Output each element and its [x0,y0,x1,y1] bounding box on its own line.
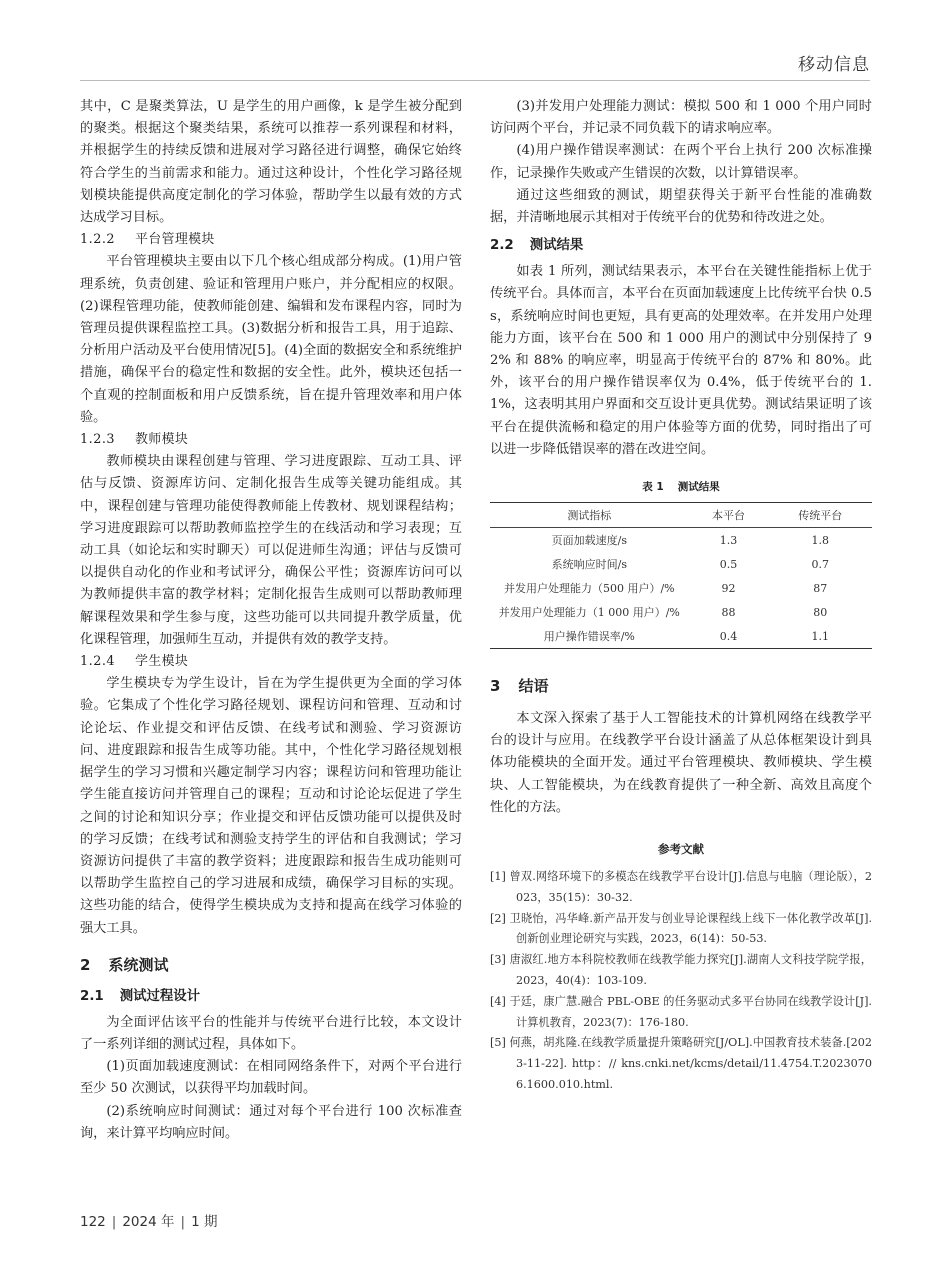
table-row [490,600,872,624]
table-cell: 并发用户处理能力（1 000 用户）/% [498,606,680,620]
paragraph-platform-management: 平台管理模块主要由以下几个核心组成部分构成。(1)用户管理系统，负责创建、验证和管理用户账户，并分配相应的权限。(2)课程管理功能，使教师能创建、编辑和发布课程内容，同时为管理员提供课程监控工具。(3)数据分析和报告工具，用于追踪、分析用户活动及平台使用情况[5]。(4)全面的数据安全和系统维护措施，确保平台的稳定性和数据的安全性。此外，模块还包括一个直观的控制面板和用户反馈系统，旨在提升管理效率和用户体验。 [80,254,462,425]
journal-name: 移动信息 [798,55,870,75]
heading-number: 2.1 [80,988,104,1004]
heading-number: 1.2.2 [80,232,116,248]
footer-separator: | [111,1214,117,1230]
right-column [490,96,872,1096]
table-cell: 用户操作错误率/% [543,630,635,644]
footer-year: 2024 年 [122,1214,175,1230]
table-cell: 并发用户处理能力（500 用户）/% [503,582,675,596]
page-number: 122 [80,1214,106,1230]
heading-title: 系统测试 [108,955,169,974]
paragraph-test-4: (4)用户操作错误率测试：在两个平台上执行 200 次标准操作，记录操作失败或产生错误的次数，以计算错误率。 [490,143,872,181]
table-row [490,552,872,576]
paragraph-test-design: 为全面评估该平台的性能并与传统平台进行比较，本文设计了一系列详细的测试过程，具体如下。 [80,1014,462,1052]
table-header-cell: 本平台 [712,509,746,523]
header-rule [80,80,870,81]
paragraph-test-summary: 通过这些细致的测试，期望获得关于新平台性能的准确数据，并清晰地展示其相对于传统平台的优势和待改进之处。 [490,187,872,226]
heading-title: 平台管理模块 [135,232,215,248]
heading-number: 1.2.3 [80,432,116,448]
table-cell: 0.5 [719,557,738,571]
reference-item: [1] 曾双.网络环境下的多模态在线教学平台设计[J].信息与电脑（理论版），2023，35(15)：30-32. [490,870,872,904]
heading-number: 2.2 [490,238,514,254]
table-row [490,624,872,649]
table-title: 测试结果 [677,481,720,494]
results-table-block [490,479,872,649]
references-title: 参考文献 [658,842,704,857]
footer-separator: | [180,1214,186,1230]
reference-item: [4] 于廷，康广慧.融合 PBL-OBE 的任务驱动式多平台协同在线教学设计[J].计算机教育，2023(7)：176-180. [490,994,872,1029]
table-header-row [490,503,872,528]
reference-item: [2] 卫晓怡，冯华峰.新产品开发与创业导论课程线上线下一体化教学改革[J].创新创业理论研究与实践，2023，6(14)：50-53. [490,911,872,946]
reference-item: [3] 唐淑红.地方本科院校教师在线教学能力探究[J].湖南人文科技学院学报，2023，40(4)：103-109. [490,953,872,988]
heading-title: 学生模块 [135,654,189,670]
paragraph-test-1: (1)页面加载速度测试：在相同网络条件下，对两个平台进行至少 50 次测试，以获得平均加载时间。 [80,1059,462,1097]
results-table [490,502,872,649]
left-column [80,96,462,1145]
table-header-cell: 测试指标 [567,509,612,523]
paragraph-teacher-module: 教师模块由课程创建与管理、学习进度跟踪、互动工具、评估与反馈、资源库访问、定制化报告生成等关键功能组成。其中，课程创建与管理功能使得教师能上传教材、规划课程结构；学习进度跟踪可以帮助教师监控学生的在线活动和学习表现；互动工具（如论坛和实时聊天）可以促进师生沟通；评估与反馈可以提供自动化的作业和考试评分，确保公平性；资源库访问可以为教师提供丰富的教学材料；定制化报告生成则可以帮助教师理解课程效果和学生参与度，这些功能可以共同提升教学质量，优化课程管理，加强师生互动，并提供有效的教学支持。 [80,454,462,647]
heading-title: 测试过程设计 [119,988,201,1004]
table-cell: 92 [721,581,736,595]
table-cell: 页面加载速度/s [551,534,627,548]
table-cell: 1.3 [719,533,738,547]
heading-title: 测试结果 [529,238,584,254]
heading-section-3 [490,675,872,696]
heading-number: 1.2.4 [80,654,116,670]
heading-1-2-2 [80,229,462,251]
heading-title: 教师模块 [135,432,189,448]
heading-title: 结语 [518,677,549,696]
table-cell: 1.1 [811,629,829,643]
table-cell: 系统响应时间/s [551,558,627,572]
table-header-cell: 传统平台 [798,509,843,523]
paragraph-intro: 其中，C 是聚类算法，U 是学生的用户画像，k 是学生被分配到的聚类。根据这个聚类结果，系统可以推荐一系列课程和材料，并根据学生的持续反馈和进展对学习路径进行调整，确保它始终符合学生的当前需求和能力。通过这种设计，个性化学习路径规划模块能提供高度定制化的学习体验，帮助学生以最有效的方式达成学习目标。 [80,99,462,226]
table-cell: 1.8 [811,533,829,547]
table-cell: 0.4 [719,629,738,643]
heading-2-1 [80,986,462,1008]
footer-issue: 1 期 [191,1214,218,1230]
heading-section-2 [80,954,462,976]
paragraph-conclusion: 本文深入探索了基于人工智能技术的计算机网络在线教学平台的设计与应用。在线教学平台设计涵盖了从总体框架设计到具体功能模块的全面开发。通过平台管理模块、教师模块、学生模块、人工智能模块，为在线教育提供了一种全新、高效且高度个性化的方法。 [490,711,872,815]
paragraph-test-2: (2)系统响应时间测试：通过对每个平台进行 100 次标准查询，来计算平均响应时间。 [80,1103,462,1141]
table-cell: 80 [813,605,828,619]
table-number: 表 1 [642,481,664,494]
table-cell: 0.7 [811,557,829,571]
heading-2-2 [490,235,872,257]
heading-number: 3 [490,677,501,696]
heading-1-2-4 [80,651,462,673]
reference-item: [5] 何燕，胡兆隆.在线教学质量提升策略研究[J/OL].中国教育技术装备.[2023-11-22]. http：// kns.cnki.net/kcms/detail/11.4754.T.20230706.1600.010.html. [490,1036,872,1092]
paragraph-student-module: 学生模块专为学生设计，旨在为学生提供更为全面的学习体验。它集成了个性化学习路径规划、课程访问和管理、互动和讨论论坛、作业提交和评估反馈、在线考试和测验、学习资源访问、进度跟踪和报告生成等功能。其中，个性化学习路径规划根据学生的学习习惯和兴趣定制学习内容；课程访问和管理功能让学生能直接访问并管理自己的课程；互动和讨论论坛促进了学生之间的讨论和知识分享；作业提交和评估反馈功能可以提供及时的学习反馈；在线考试和测验支持学生的评估和自我测试；学习资源访问提供了丰富的教学资料；进度跟踪和报告生成功能则可以帮助学生监控自己的学习进展和成绩，确保学习目标的实现。这些功能的结合，使得学生模块成为支持和提高在线学习体验的强大工具。 [80,676,462,936]
paragraph-test-3: (3)并发用户处理能力测试：模拟 500 和 1 000 个用户同时访问两个平台，并记录不同负载下的请求响应率。 [490,99,872,137]
table-caption [490,479,872,494]
table-cell: 88 [721,605,736,619]
table-cell: 87 [813,581,828,595]
page-footer [80,1210,217,1230]
table-row [490,528,872,553]
table-row [490,576,872,600]
heading-1-2-3 [80,429,462,451]
paragraph-test-results: 如表 1 所列，测试结果表示，本平台在关键性能指标上优于传统平台。具体而言，本平台在页面加载速度上比传统平台快 0.5s，系统响应时间也更短，具有更高的处理效率。在并发用户处理能力方面，该平台在 500 和 1 000 用户的测试中分别保持了 92% 和 88% 的响应率，明显高于传统平台的 87% 和 80%。此外，该平台的用户操作错误率仅为 0.4%，低于传统平台的 1.1%，这表明其用户界面和交互设计更具优势。测试结果证明了该平台在提供流畅和稳定的用户体验等方面的优势，同时指出了可以进一步降低错误率的潜在改进空间。 [490,264,872,457]
heading-number: 2 [80,955,91,974]
